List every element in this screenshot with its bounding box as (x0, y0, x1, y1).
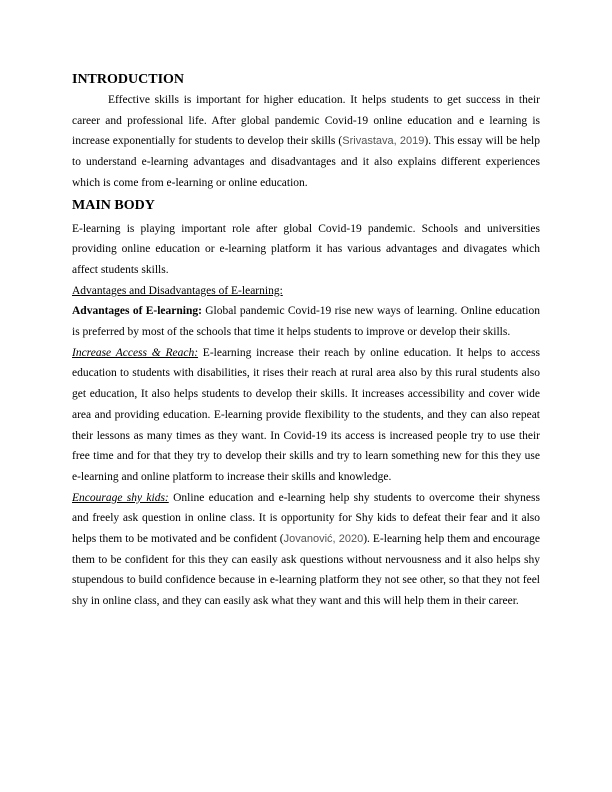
subheading-text: Advantages and Disadvantages of E-learning: (72, 284, 283, 297)
introduction-text-start: Effective skills is important for higher education. It helps students to get success in their career and professional life. After global pandemic Covid-19 online education and e learning is increase exponentially for students to develop their skills ( (72, 94, 540, 148)
shy-kids-paragraph (72, 488, 540, 612)
main-body-paragraph: E-learning is playing important role after global Covid-19 pandemic. Schools and universities providing online education or e-learning platform it has various advantages and divagates which affect students skills. (72, 222, 540, 276)
citation-jovanovic: Jovanović, 2020 (283, 533, 364, 546)
advantages-disadvantages-subheading (72, 281, 540, 302)
citation-srivastava: Srivastava, 2019 (342, 135, 425, 148)
introduction-paragraph (72, 90, 540, 194)
document-body (72, 70, 540, 612)
advantages-label: Advantages of E-learning: (72, 305, 202, 318)
main-body-heading: MAIN BODY (72, 197, 155, 213)
access-reach-paragraph (72, 343, 540, 488)
shy-kids-label: Encourage shy kids: (72, 491, 169, 504)
shy-kids-text-start: Online education and e-learning help shy students to overcome their shyness and freely ask question in online class. It is opportunity for Shy kids to defeat their fear and it also helps them to be motivated and be confident ( (72, 491, 540, 546)
access-reach-label: Increase Access & Reach: (72, 346, 199, 359)
advantages-text: Global pandemic Covid-19 rise new ways of learning. Online education is preferred by most of the schools that time it helps students to improve or develop their skills. (72, 305, 541, 339)
introduction-heading: INTRODUCTION (72, 72, 185, 87)
access-reach-text: E-learning increase their reach by online education. It helps to access education to students with disabilities, it rises their reach at rural area also by this rural students also get education, It also helps students to develop their skills. It increases accessibility and cover wide area and providing education. E-learning provide flexibility to the students, and they can also repeat their lessons as many times as they want. In Covid-19 its access is increased people try to use their free time and for that they try to develop their skills and try to learn something new for this they use e-learning and online platform to increase their skills and knowledge. (72, 346, 540, 483)
shy-kids-text-end: ). E-learning help them and encourage them to be confident for this they can easily ask questions without nervousness and it also helps shy stupendous to build confidence because in e-learning platform they not see other, so that they not feel shy in online class, and they can easily ask what they want and this will help them in their career. (72, 533, 540, 608)
introduction-text-end: ). This essay will be help to understand e-learning advantages and disadvantages and it also explains different experiences which is come from e-learning or online education. (72, 135, 540, 189)
advantages-paragraph (72, 301, 540, 342)
